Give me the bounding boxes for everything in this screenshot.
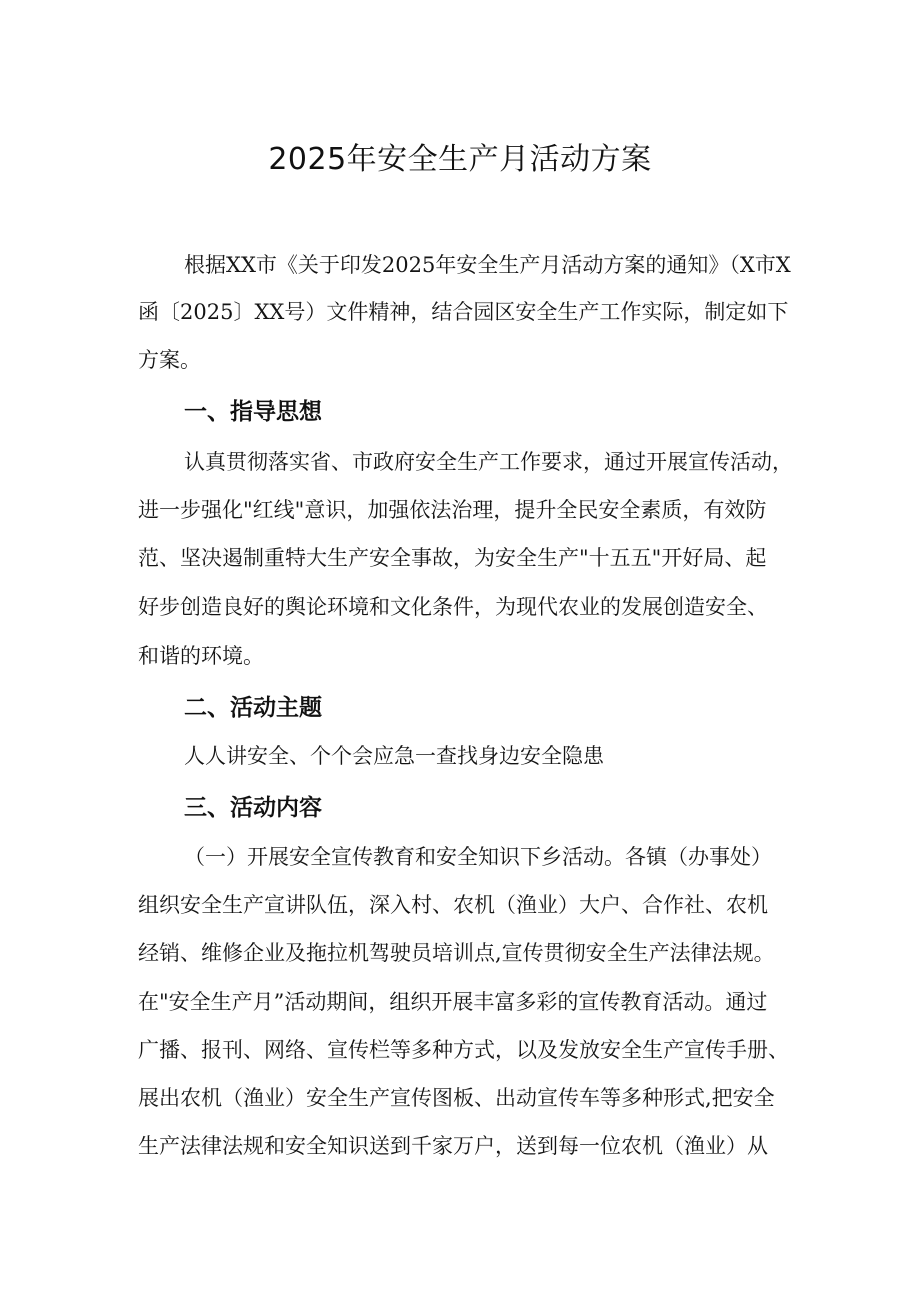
paragraph-line: 范、坚决遏制重特大生产安全事故，为安全生产"十五五"开好局、起 [138, 546, 767, 570]
paragraph-line: 生产法律法规和安全知识送到千家万户，送到每一位农机（渔业）从 [138, 1134, 768, 1158]
paragraph-line: 进一步强化"红线"意识，加强依法治理，提升全民安全素质，有效防 [138, 498, 767, 522]
paragraph-line: 认真贯彻落实省、市政府安全生产工作要求，通过开展宣传活动， [184, 450, 793, 474]
paragraph-line: 广播、报刊、网络、宣传栏等多种方式，以及发放安全生产宣传手册、 [138, 1038, 789, 1062]
paragraph-line: 好步创造良好的舆论环境和文化条件，为现代农业的发展创造安全、 [138, 595, 768, 619]
paragraph-line: （一）开展安全宣传教育和安全知识下乡活动。各镇（办事处） [184, 845, 772, 869]
document-title: 2025年安全生产月活动方案 [268, 142, 652, 177]
section-heading-activity-content: 三、活动内容 [184, 795, 322, 821]
section-heading-activity-theme: 二、活动主题 [184, 695, 322, 721]
section-heading-guiding-ideology: 一、指导思想 [184, 399, 322, 425]
paragraph-line: 和谐的环境。 [138, 644, 264, 668]
intro-line: 根据XX市《关于印发2025年安全生产月活动方案的通知》（X市X [184, 253, 791, 277]
paragraph-line: 展出农机（渔业）安全生产宣传图板、出动宣传车等多种形式,把安全 [138, 1086, 775, 1110]
intro-line: 方案。 [138, 348, 201, 372]
paragraph-line: 在"安全生产月”活动期间，组织开展丰富多彩的宣传教育活动。通过 [138, 990, 768, 1014]
paragraph-line: 组织安全生产宣讲队伍，深入村、农机（渔业）大户、合作社、农机 [138, 893, 768, 917]
theme-line: 人人讲安全、个个会应急一查找身边安全隐患 [184, 744, 604, 768]
paragraph-line: 经销、维修企业及拖拉机驾驶员培训点,宣传贯彻安全生产法律法规。 [138, 941, 775, 965]
intro-line: 函〔2025〕XX号）文件精神，结合园区安全生产工作实际，制定如下 [138, 300, 789, 324]
